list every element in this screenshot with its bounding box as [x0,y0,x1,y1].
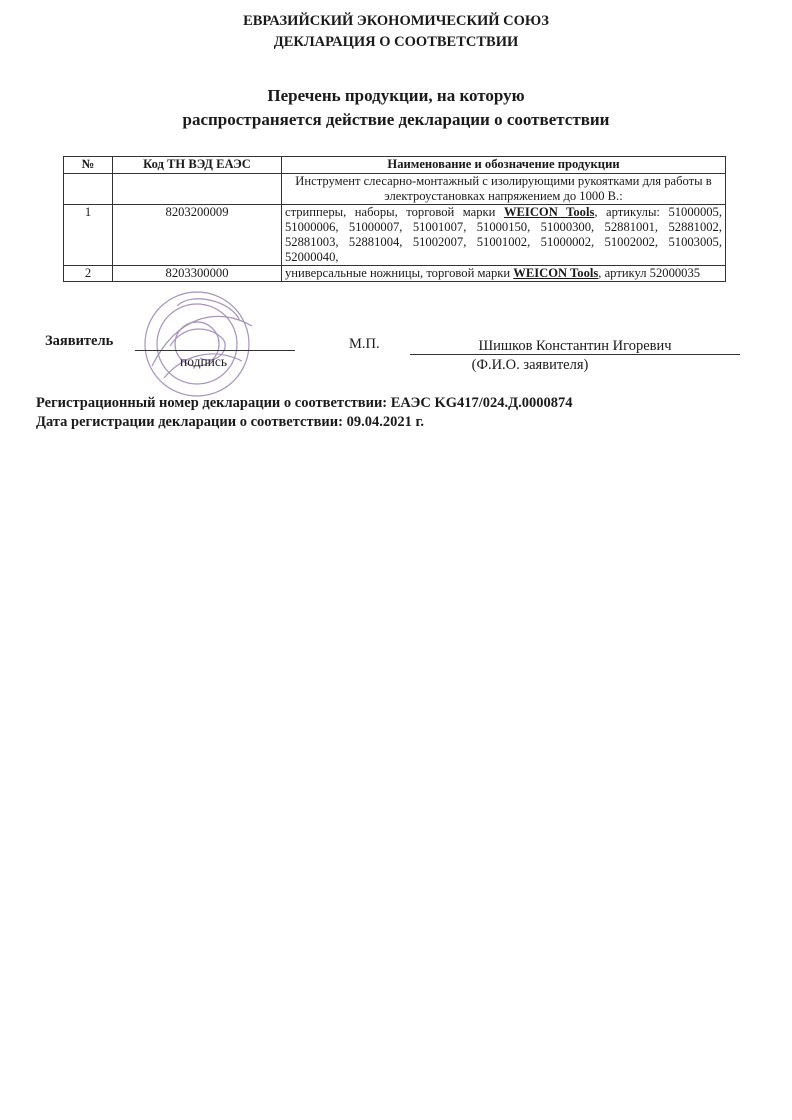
col-name-header: Наименование и обозначение продукции [282,157,726,174]
name-line [410,354,740,355]
row-number: 2 [64,266,113,282]
signature-caption: подпись [180,354,228,369]
brand-name: WEICON Tools [513,266,599,280]
table-row [64,205,726,266]
table-intro-row [64,174,726,205]
list-title-line1: Перечень продукции, на которую [267,86,525,105]
stamp-seal-icon [122,286,272,398]
product-table [63,156,726,282]
tnved-code: 8203200009 [113,205,282,266]
col-no-header: № [64,157,113,174]
registration-number: Регистрационный номер декларации о соответствии: ЕАЭС KG417/024.Д.0000874 [36,395,573,411]
product-name [282,205,726,266]
product-articles: , артикулы: 51000005, 51000006, 51000007, 51001007, 51000150, 51000300, 52881001, 52881002, 52881003, 52881004, 51002007, 51001002, 51000002, 51002002, 51003005, 52000040, [285,205,722,264]
table-header-row [64,157,726,174]
registration-date: Дата регистрации декларации о соответствии: 09.04.2021 г. [36,414,425,430]
tnved-code: 8203300000 [113,266,282,282]
list-title-line2: распространяется действие декларации о соответствии [182,110,610,129]
signature-line [135,350,295,351]
empty-cell [113,174,282,205]
table-row [64,266,726,282]
product-articles: , артикул 52000035 [598,266,701,280]
brand-name: WEICON Tools [503,205,595,219]
union-title: ЕВРАЗИЙСКИЙ ЭКОНОМИЧЕСКИЙ СОЮЗ [243,13,549,29]
product-name [282,266,726,282]
product-name-prefix: стрипперы, наборы, торговой марки [285,205,504,219]
row-number: 1 [64,205,113,266]
product-name-prefix: универсальные ножницы, торговой марки [285,266,514,280]
empty-cell [64,174,113,205]
fio-caption: (Ф.И.О. заявителя) [471,357,589,373]
product-group-description: Инструмент слесарно-монтажный с изолирующими рукоятками для работы в электроустановках напряжением до 1000 В.: [282,174,726,205]
col-code-header: Код ТН ВЭД ЕАЭС [113,157,282,174]
declaration-title: ДЕКЛАРАЦИЯ О СООТВЕТСТВИИ [273,34,519,50]
seal-place-label: М.П. [349,336,380,352]
applicant-name: Шишков Константин Игоревич [478,338,672,354]
applicant-label: Заявитель [45,333,114,349]
